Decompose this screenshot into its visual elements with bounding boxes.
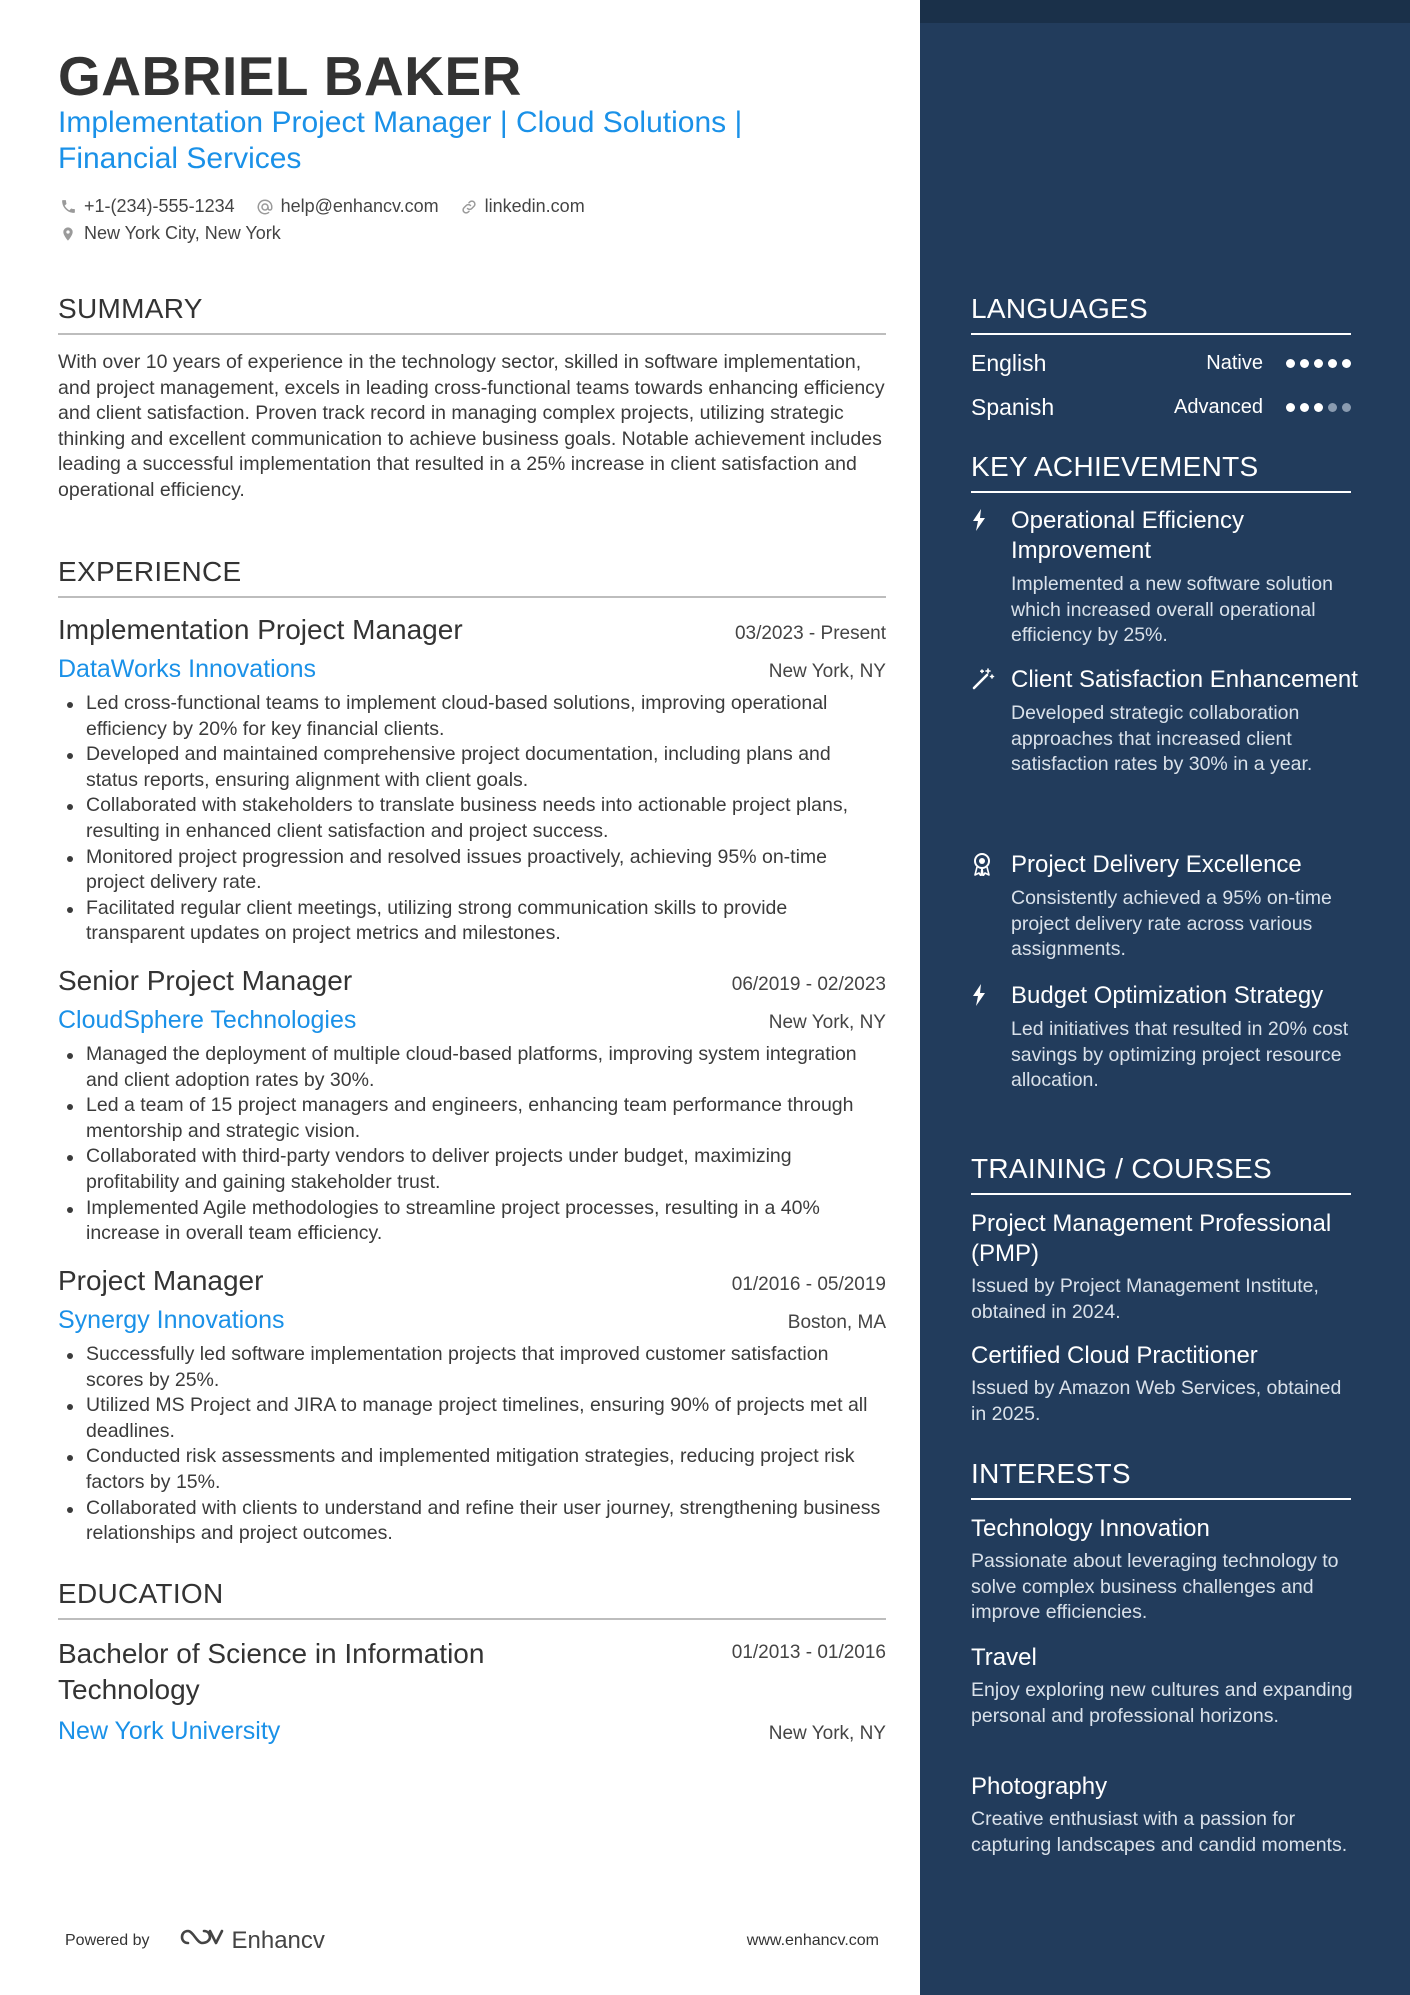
language-name: Spanish bbox=[971, 394, 1055, 420]
link-icon bbox=[459, 197, 479, 217]
interest-title: Technology Innovation bbox=[971, 1515, 1210, 1542]
job-bullet: Successfully led software implementation projects that improved customer satisfaction scores by 25%. bbox=[58, 1342, 886, 1393]
course-item bbox=[971, 1341, 1361, 1427]
achievement-item bbox=[971, 506, 1361, 649]
job-header bbox=[58, 1265, 886, 1297]
enhancv-brand-text: Enhancv bbox=[231, 1926, 325, 1954]
rating-dot-filled bbox=[1300, 359, 1309, 368]
interest-item bbox=[971, 1514, 1361, 1626]
education-degree: Bachelor of Science in Information Technology bbox=[58, 1638, 485, 1705]
rating-dot-filled bbox=[1300, 403, 1309, 412]
contact-row bbox=[58, 193, 878, 220]
email-text[interactable]: help@enhancv.com bbox=[280, 196, 439, 216]
achievement-item bbox=[971, 665, 1361, 778]
job-entry bbox=[58, 1265, 886, 1547]
interests-heading: INTERESTS bbox=[971, 1458, 1351, 1500]
education-school: New York University bbox=[58, 1717, 281, 1745]
achievement-title: Project Delivery Excellence bbox=[1011, 851, 1302, 878]
job-bullet: Collaborated with clients to understand and refine their user journey, strengthening business relationships and project outcomes. bbox=[58, 1496, 886, 1547]
rating-dot-filled bbox=[1342, 359, 1351, 368]
linkedin-contact[interactable] bbox=[459, 196, 585, 217]
job-role: Senior Project Manager bbox=[58, 965, 353, 996]
magic-wand-icon bbox=[971, 667, 995, 693]
rating-dot-filled bbox=[1314, 403, 1323, 412]
job-subheader bbox=[58, 655, 886, 684]
enhancv-brand[interactable] bbox=[178, 1924, 325, 1957]
job-bullet: Collaborated with third-party vendors to deliver projects under budget, maximizing profitability and gaining stakeholder trust. bbox=[58, 1144, 886, 1195]
lightning-icon bbox=[971, 983, 995, 1009]
language-item bbox=[971, 350, 1351, 377]
lightning-icon bbox=[971, 508, 995, 534]
interest-title: Travel bbox=[971, 1644, 1037, 1671]
job-bullet: Conducted risk assessments and implemented mitigation strategies, reducing project risk factors by 15%. bbox=[58, 1444, 886, 1495]
achievement-title: Operational Efficiency Improvement bbox=[1011, 507, 1245, 564]
footer-branding bbox=[65, 1924, 325, 1957]
location-contact bbox=[58, 223, 281, 244]
website-link[interactable]: www.enhancv.com bbox=[746, 1931, 879, 1949]
rating-dot-filled bbox=[1286, 359, 1295, 368]
job-location: New York, NY bbox=[768, 661, 886, 682]
job-dates: 03/2023 - Present bbox=[734, 623, 886, 644]
job-subheader bbox=[58, 1306, 886, 1335]
job-company: DataWorks Innovations bbox=[58, 655, 316, 683]
linkedin-text[interactable]: linkedin.com bbox=[484, 196, 585, 216]
job-bullet: Monitored project progression and resolved issues proactively, achieving 95% on-time project delivery rate. bbox=[58, 845, 886, 896]
summary-text: With over 10 years of experience in the technology sector, skilled in software implementation, and project management, excels in leading cross-functional teams towards enhancing efficiency and client satisfaction. Proven track record in managing complex projects, utilizing strategic thinking and excellent communication to achieve business goals. Notable achievement includes leading a successful implementation that resulted in a 25% increase in client satisfaction and operational efficiency. bbox=[58, 351, 885, 501]
interest-item bbox=[971, 1772, 1361, 1858]
rating-dot-filled bbox=[1328, 359, 1337, 368]
experience-heading: EXPERIENCE bbox=[58, 556, 886, 598]
achievement-desc: Consistently achieved a 95% on-time project delivery rate across various assignments. bbox=[1011, 887, 1332, 961]
phone-text: +1-(234)-555-1234 bbox=[84, 196, 235, 216]
job-company: CloudSphere Technologies bbox=[58, 1006, 357, 1034]
job-location: New York, NY bbox=[768, 1012, 886, 1033]
job-bullet: Led a team of 15 project managers and engineers, enhancing team performance through mentorship and strategic vision. bbox=[58, 1093, 886, 1144]
job-bullet: Developed and maintained comprehensive project documentation, including plans and status reports, ensuring alignment with client goals. bbox=[58, 742, 886, 793]
job-entry bbox=[58, 965, 886, 1247]
email-contact[interactable] bbox=[255, 196, 439, 217]
course-title: Project Management Professional (PMP) bbox=[971, 1210, 1332, 1267]
summary-heading: SUMMARY bbox=[58, 293, 886, 335]
education-location: New York, NY bbox=[768, 1723, 886, 1744]
achievement-title: Client Satisfaction Enhancement bbox=[1011, 666, 1358, 693]
phone-icon bbox=[58, 197, 78, 217]
job-bullet: Managed the deployment of multiple cloud-based platforms, improving system integration and client adoption rates by 30%. bbox=[58, 1042, 886, 1093]
sidebar-top-strip bbox=[920, 0, 1410, 23]
enhancv-logo-icon bbox=[178, 1924, 226, 1957]
job-company: Synergy Innovations bbox=[58, 1306, 285, 1334]
job-bullets bbox=[58, 691, 886, 947]
job-bullet: Utilized MS Project and JIRA to manage project timelines, ensuring 90% of projects met all deadlines. bbox=[58, 1393, 886, 1444]
education-dates: 01/2013 - 01/2016 bbox=[731, 1642, 886, 1663]
training-heading: TRAINING / COURSES bbox=[971, 1153, 1351, 1195]
job-location: Boston, MA bbox=[787, 1312, 886, 1333]
interest-desc: Creative enthusiast with a passion for capturing landscapes and candid moments. bbox=[971, 1808, 1348, 1856]
location-text: New York City, New York bbox=[84, 223, 281, 243]
job-bullet: Implemented Agile methodologies to streamline project processes, resulting in a 40% increase in overall team efficiency. bbox=[58, 1196, 886, 1247]
education-heading: EDUCATION bbox=[58, 1578, 886, 1620]
rating-dot-filled bbox=[1286, 403, 1295, 412]
education-entry bbox=[58, 1636, 886, 1746]
achievement-item bbox=[971, 981, 1361, 1094]
interest-title: Photography bbox=[971, 1773, 1108, 1800]
achievement-desc: Led initiatives that resulted in 20% cost savings by optimizing project resource allocation. bbox=[1011, 1018, 1349, 1092]
at-icon bbox=[255, 197, 275, 217]
achievement-title: Budget Optimization Strategy bbox=[1011, 982, 1324, 1009]
course-item bbox=[971, 1209, 1361, 1325]
interest-item bbox=[971, 1643, 1361, 1729]
contact-row bbox=[58, 220, 878, 247]
achievement-desc: Implemented a new software solution which increased overall operational efficiency by 25%. bbox=[1011, 573, 1333, 647]
course-desc: Issued by Amazon Web Services, obtained in 2025. bbox=[971, 1377, 1342, 1425]
language-name: English bbox=[971, 350, 1047, 376]
job-role: Implementation Project Manager bbox=[58, 614, 463, 645]
course-title: Certified Cloud Practitioner bbox=[971, 1342, 1258, 1369]
job-dates: 06/2019 - 02/2023 bbox=[731, 974, 886, 995]
languages-heading: LANGUAGES bbox=[971, 293, 1351, 335]
achievement-desc: Developed strategic collaboration approaches that increased client satisfaction rates by 30% in a year. bbox=[1011, 702, 1313, 776]
language-rating bbox=[1281, 403, 1351, 412]
candidate-name: GABRIEL BAKER bbox=[58, 45, 522, 107]
phone-contact bbox=[58, 196, 235, 217]
course-desc: Issued by Project Management Institute, obtained in 2024. bbox=[971, 1275, 1319, 1323]
headline: Implementation Project Manager | Cloud Solutions | Financial Services bbox=[58, 106, 743, 175]
interest-desc: Enjoy exploring new cultures and expanding personal and professional horizons. bbox=[971, 1679, 1353, 1727]
job-bullets bbox=[58, 1342, 886, 1547]
language-level: Native bbox=[1206, 352, 1263, 374]
footer bbox=[65, 1924, 879, 1957]
job-entry bbox=[58, 614, 886, 947]
language-rating bbox=[1281, 359, 1351, 368]
interest-desc: Passionate about leveraging technology to solve complex business challenges and improve efficiencies. bbox=[971, 1550, 1339, 1624]
education-subheader bbox=[58, 1717, 886, 1746]
powered-by-text: Powered by bbox=[65, 1931, 150, 1949]
job-bullets bbox=[58, 1042, 886, 1247]
job-bullet: Led cross-functional teams to implement cloud-based solutions, improving operational efficiency by 20% for key financial clients. bbox=[58, 691, 886, 742]
contact-info bbox=[58, 193, 878, 247]
achievement-item bbox=[971, 850, 1361, 963]
job-bullet: Facilitated regular client meetings, utilizing strong communication skills to provide transparent updates on project metrics and milestones. bbox=[58, 896, 886, 947]
location-pin-icon bbox=[58, 224, 78, 244]
job-role: Project Manager bbox=[58, 1265, 264, 1296]
job-subheader bbox=[58, 1006, 886, 1035]
achievements-heading: KEY ACHIEVEMENTS bbox=[971, 451, 1351, 493]
sidebar bbox=[920, 0, 1410, 1995]
education-header bbox=[58, 1636, 886, 1708]
rating-dot-filled bbox=[1314, 359, 1323, 368]
language-level: Advanced bbox=[1174, 396, 1263, 418]
job-header bbox=[58, 965, 886, 997]
job-header bbox=[58, 614, 886, 646]
language-item bbox=[971, 394, 1351, 421]
job-dates: 01/2016 - 05/2019 bbox=[731, 1274, 886, 1295]
rating-dot-empty bbox=[1328, 403, 1337, 412]
award-medal-icon bbox=[971, 852, 995, 878]
job-bullet: Collaborated with stakeholders to translate business needs into actionable project plans, resulting in enhanced client satisfaction and project success. bbox=[58, 793, 886, 844]
rating-dot-empty bbox=[1342, 403, 1351, 412]
